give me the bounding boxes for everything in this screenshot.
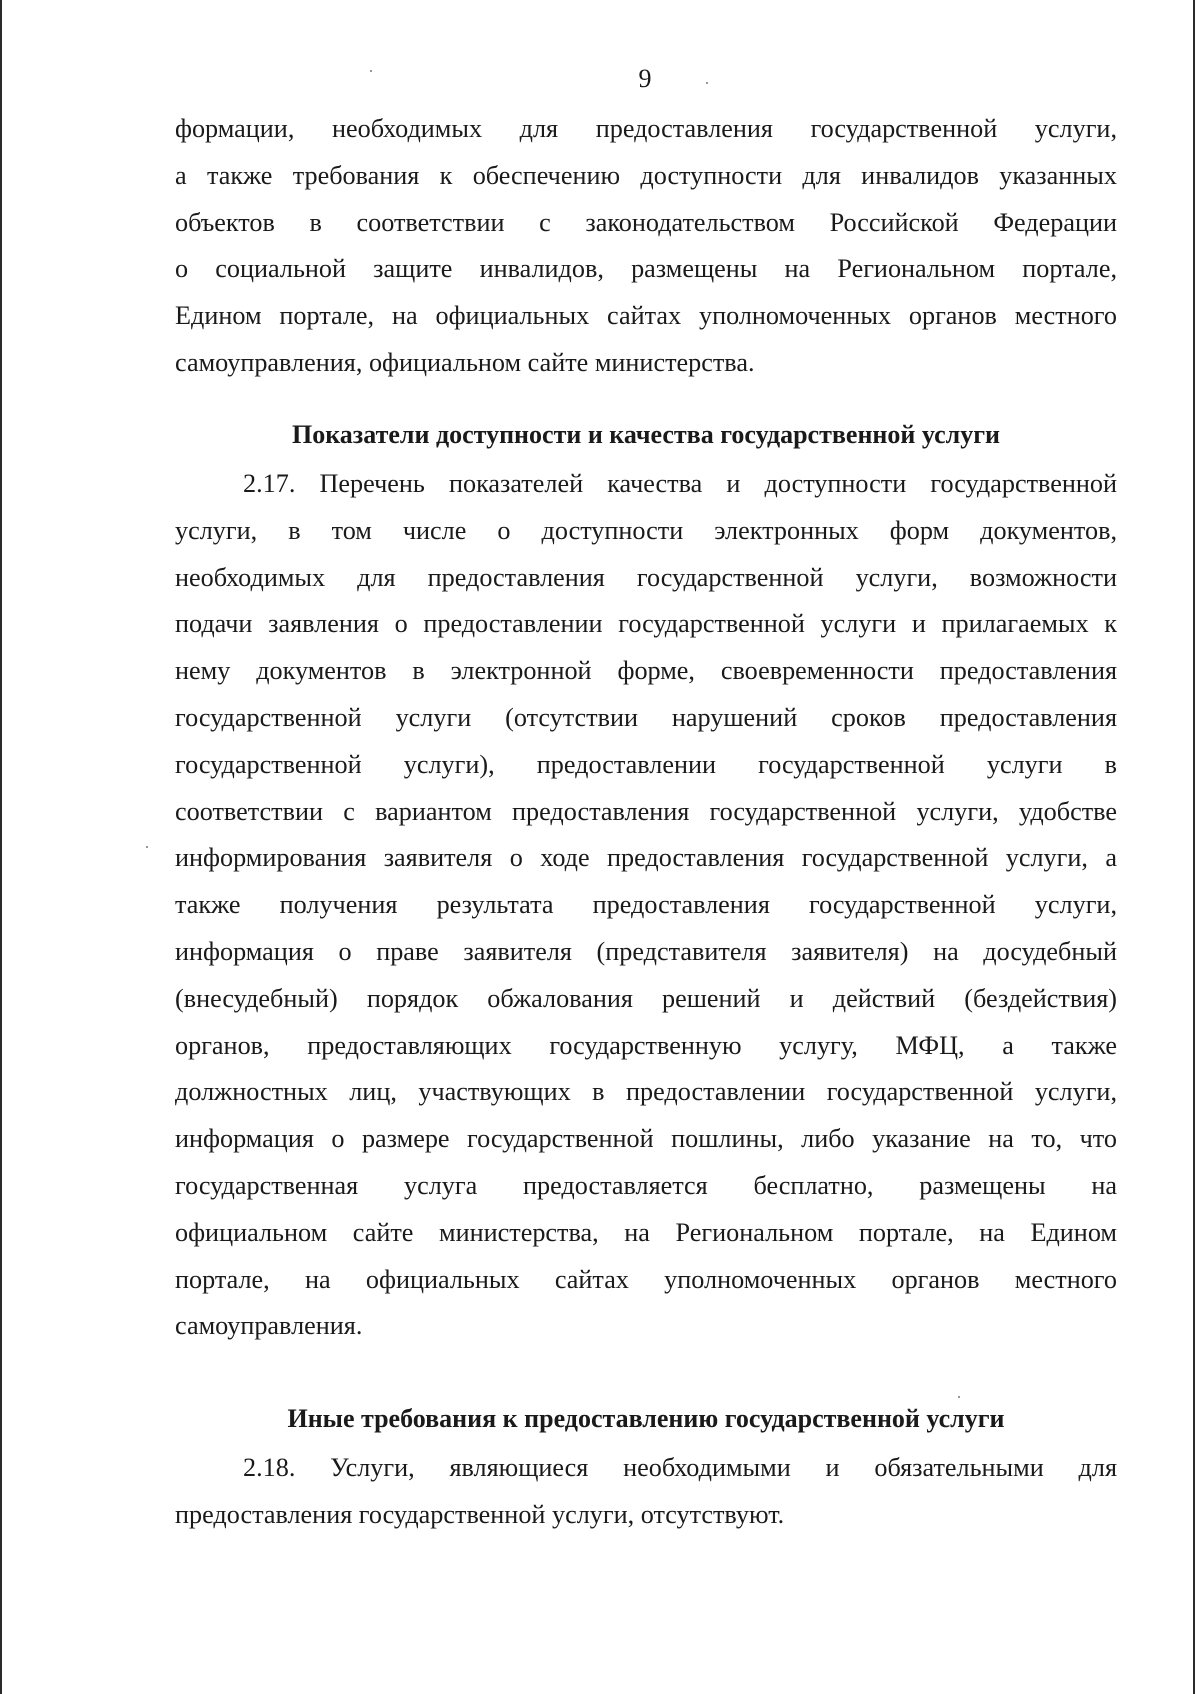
- text-line: самоуправления, официальном сайте министерства.: [175, 347, 755, 377]
- text-line: услуги, в том числе о доступности электронных форм документов,: [175, 515, 1117, 545]
- text-line: подачи заявления о предоставлении государственной услуги и прилагаемых к: [175, 609, 1117, 639]
- text-line: официальном сайте министерства, на Региональном портале, на Едином: [175, 1217, 1117, 1247]
- text-line: предоставления государственной услуги, отсутствуют.: [175, 1499, 785, 1529]
- text-line: информирования заявителя о ходе предоставления государственной услуги, а: [175, 843, 1117, 873]
- text-line: формации, необходимых для предоставления государственной услуги,: [175, 114, 1117, 143]
- scan-edge-right: [1193, 0, 1195, 1694]
- paragraph-2-17: [175, 461, 1117, 1350]
- text-line: также получения результата предоставления государственной услуги,: [175, 890, 1117, 920]
- text-line: самоуправления.: [175, 1311, 363, 1341]
- text-line: информация о размере государственной пошлины, либо указание на то, что: [175, 1124, 1117, 1154]
- section-heading: Иные требования к предоставлению государственной услуги: [287, 1404, 1005, 1433]
- section-heading: Показатели доступности и качества государственной услуги: [291, 420, 1001, 449]
- text-line: портале, на официальных сайтах уполномоченных органов местного: [175, 1264, 1117, 1294]
- text-line: Едином портале, на официальных сайтах уполномоченных органов местного: [175, 301, 1117, 331]
- text-line: информация о праве заявителя (представителя заявителя) на досудебный: [175, 936, 1117, 966]
- intro-paragraph: [175, 106, 1117, 387]
- text-line: необходимых для предоставления государственной услуги, возможности: [175, 562, 1117, 592]
- text-line: государственной услуги (отсутствии нарушений сроков предоставления: [175, 702, 1117, 732]
- text-line: государственная услуга предоставляется бесплатно, размещены на: [175, 1170, 1117, 1200]
- page-number: 9: [638, 64, 652, 93]
- text-line: 2.18. Услуги, являющиеся необходимыми и обязательными для: [243, 1453, 1117, 1482]
- text-line: (внесудебный) порядок обжалования решений и действий (бездействия): [175, 983, 1117, 1013]
- scan-speck: [958, 1396, 960, 1398]
- scan-edge-left: [0, 0, 2, 1694]
- text-line: должностных лиц, участвующих в предоставлении государственной услуги,: [175, 1077, 1117, 1107]
- text-line: соответствии с вариантом предоставления государственной услуги, удобстве: [175, 796, 1117, 826]
- paragraph-2-18: [175, 1445, 1117, 1539]
- text-line: нему документов в электронной форме, своевременности предоставления: [175, 656, 1117, 686]
- text-line: органов, предоставляющих государственную услугу, МФЦ, а также: [175, 1030, 1117, 1060]
- scan-speck: [146, 846, 148, 848]
- text-line: государственной услуги), предоставлении государственной услуги в: [175, 749, 1117, 779]
- text-line: о социальной защите инвалидов, размещены на Региональном портале,: [175, 254, 1117, 284]
- text-line: а также требования к обеспечению доступности для инвалидов указанных: [175, 160, 1117, 190]
- text-line: 2.17. Перечень показателей качества и доступности государственной: [243, 469, 1117, 498]
- text-line: объектов в соответствии с законодательством Российской Федерации: [175, 207, 1117, 237]
